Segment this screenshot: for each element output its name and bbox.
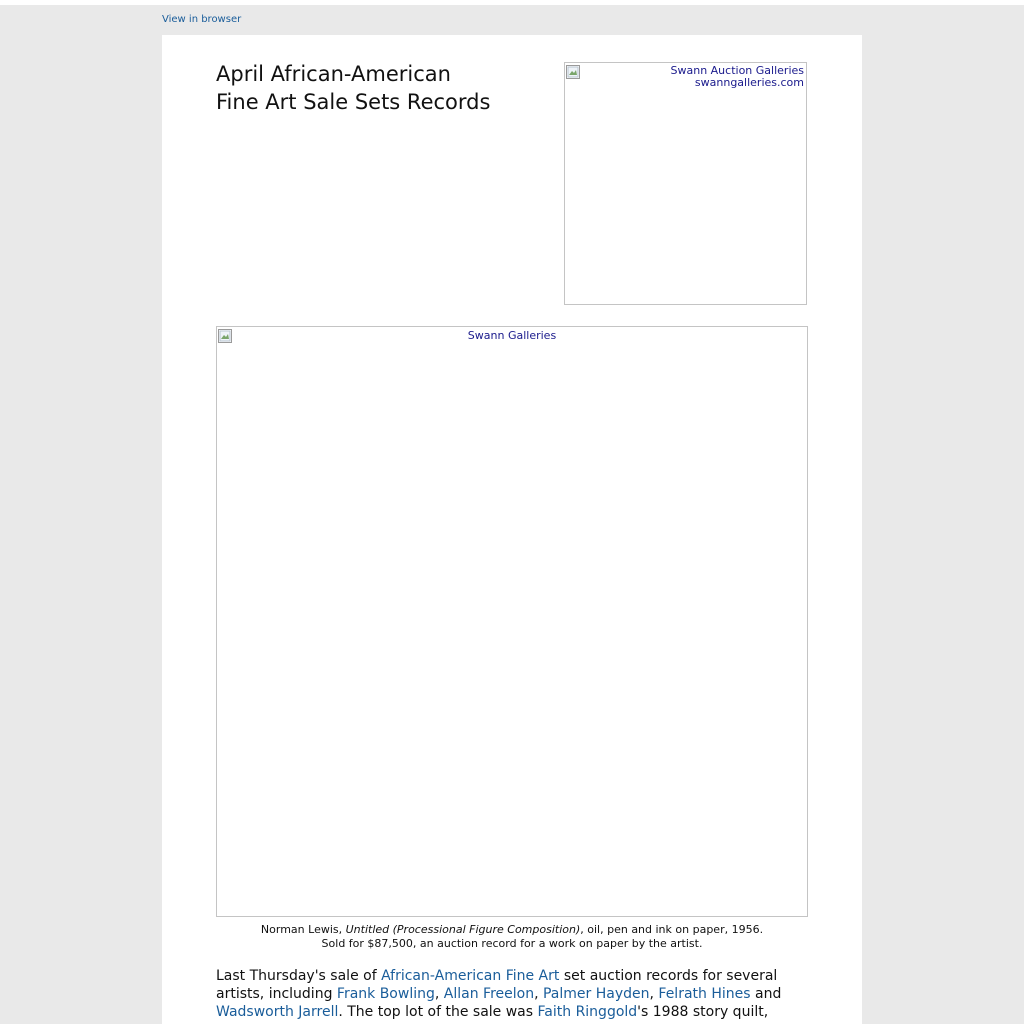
link-wadsworth-jarrell[interactable]: Wadsworth Jarrell: [216, 1004, 339, 1020]
caption-artist: Norman Lewis,: [260, 923, 346, 936]
body-text-3: ,: [434, 986, 444, 1002]
body-text-8: 's 1988 story quilt,: [637, 1004, 769, 1020]
view-in-browser-link[interactable]: View in browser: [162, 14, 242, 25]
body-text-7: . The top lot of the sale was: [338, 1004, 538, 1020]
logo-alt-line-1: Swann Auction Galleries: [670, 64, 804, 77]
link-felrath-hines[interactable]: Felrath Hines: [658, 986, 751, 1002]
email-content-card: [162, 35, 862, 1024]
headline-line-2: Fine Art Sale Sets Records: [216, 90, 491, 114]
body-text-2: set auction records for several artists, including: [216, 968, 778, 1002]
link-faith-ringgold[interactable]: Faith Ringgold: [537, 1004, 638, 1020]
headline-line-1: April African-American: [216, 62, 451, 86]
link-allan-freelon[interactable]: Allan Freelon: [443, 986, 535, 1002]
caption-medium: , oil, pen and ink on paper, 1956.: [580, 923, 764, 936]
body-text-5: ,: [649, 986, 659, 1002]
body-text-4: ,: [534, 986, 543, 1002]
featured-artwork-image[interactable]: [216, 326, 808, 917]
broken-image-icon: [566, 65, 580, 79]
swann-logo-image[interactable]: [564, 62, 807, 305]
link-african-american-fine-art[interactable]: African-American Fine Art: [381, 968, 560, 984]
image-caption: [216, 923, 808, 951]
link-frank-bowling[interactable]: Frank Bowling: [336, 986, 435, 1002]
logo-alt-text: [671, 65, 805, 89]
caption-line-1: [216, 923, 808, 937]
body-text-6: and: [750, 986, 782, 1002]
caption-sold-line: Sold for $87,500, an auction record for a work on paper by the artist.: [321, 937, 703, 950]
logo-alt-line-2: swanngalleries.com: [694, 76, 804, 89]
link-palmer-hayden[interactable]: Palmer Hayden: [542, 986, 650, 1002]
caption-artwork-title: Untitled (Processional Figure Composition): [345, 923, 581, 936]
article-body-paragraph: [216, 967, 808, 1021]
body-text-1: Last Thursday's sale of: [216, 968, 382, 984]
article-headline: [216, 60, 536, 116]
feature-image-alt-text: Swann Galleries: [467, 329, 557, 342]
